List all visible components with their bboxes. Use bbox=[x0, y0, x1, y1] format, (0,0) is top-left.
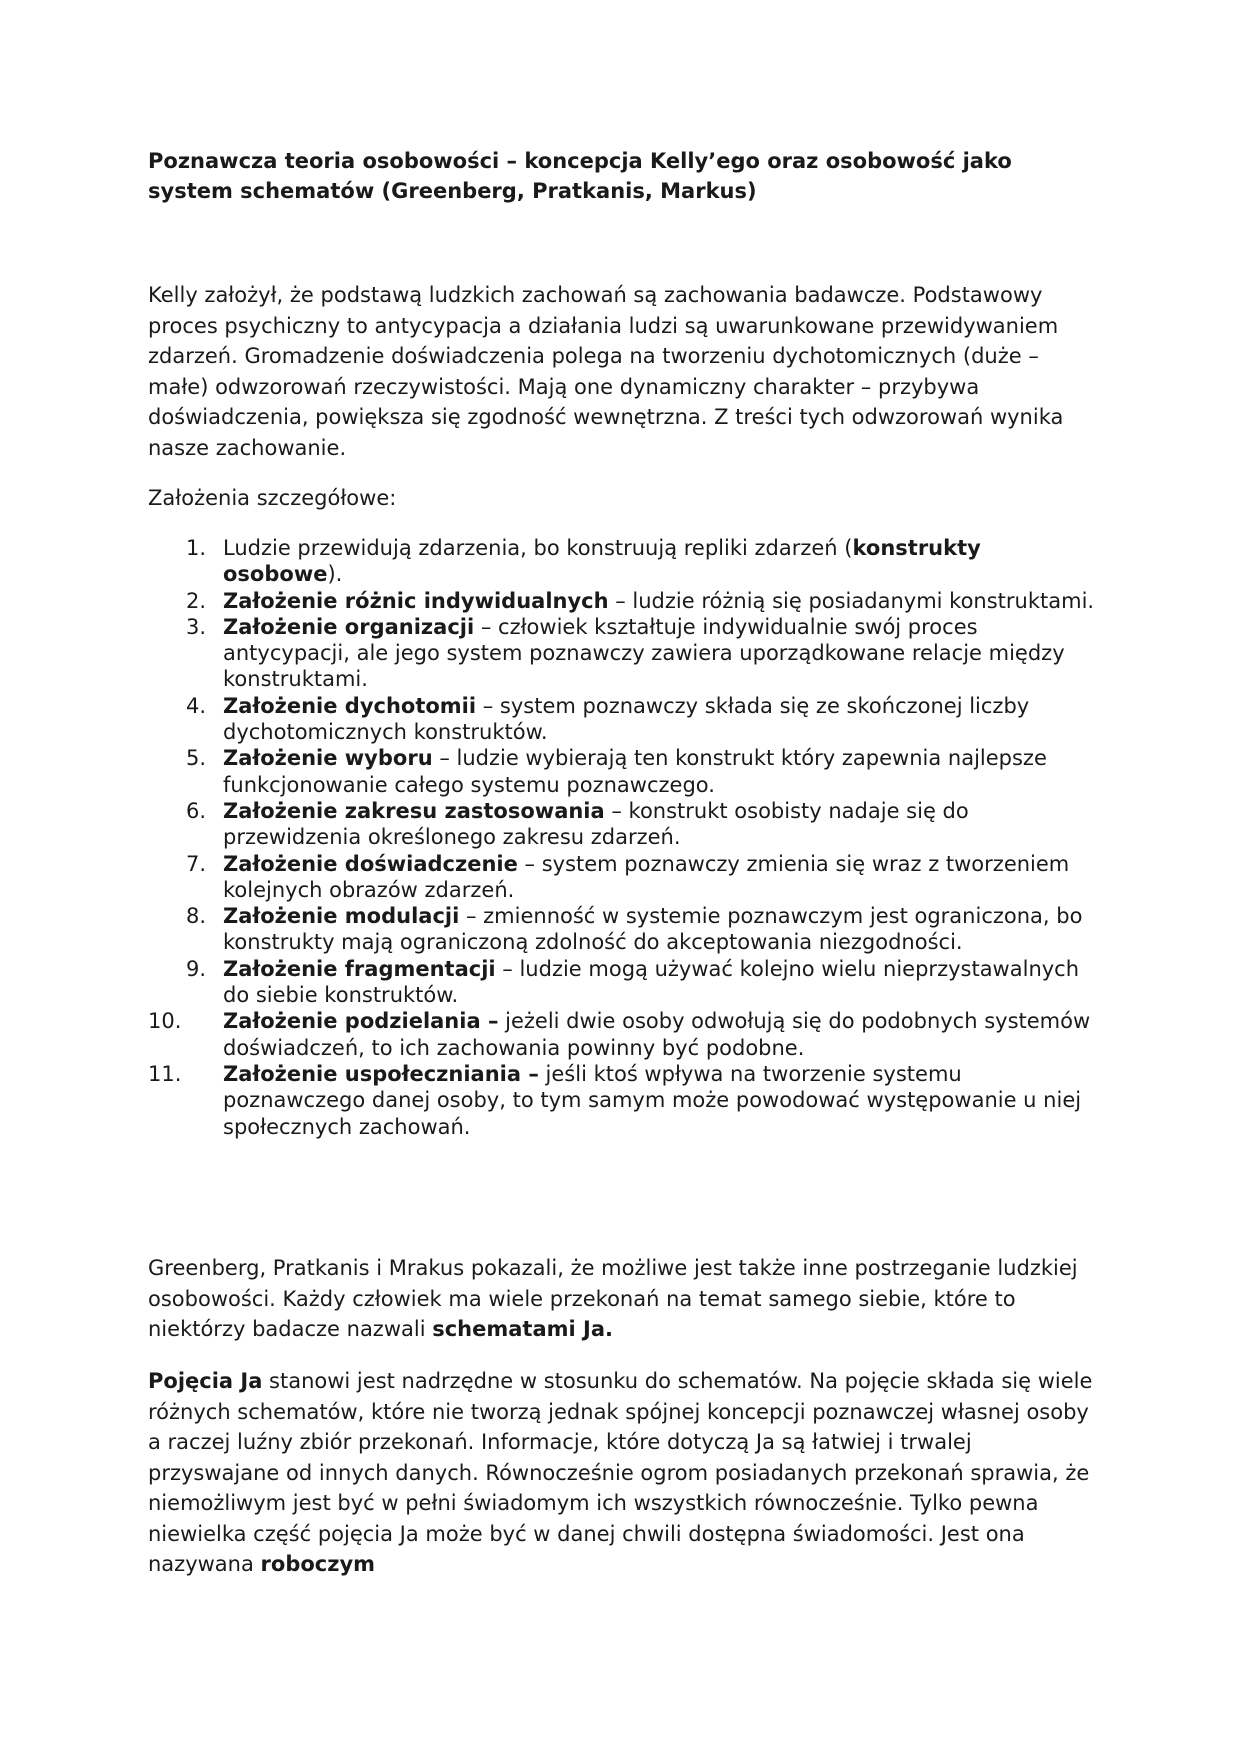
list-item bbox=[148, 614, 1098, 693]
list-item-number: 1. bbox=[185, 536, 206, 560]
list-item-text: Ludzie przewidują zdarzenia, bo konstruują repliki zdarzeń ( bbox=[223, 536, 853, 560]
list-item bbox=[148, 535, 1098, 588]
list-item-term: Założenie doświadczenie bbox=[223, 851, 518, 876]
list-item-number: 10. bbox=[148, 1009, 182, 1034]
list-item-number: 5. bbox=[185, 746, 206, 771]
list-item-number: 3. bbox=[185, 614, 206, 639]
paragraph-term: schematami Ja. bbox=[432, 1317, 613, 1341]
list-item bbox=[148, 693, 1098, 746]
list-item-term: Założenie zakresu zastosowania bbox=[223, 798, 605, 823]
list-item bbox=[148, 745, 1098, 798]
list-item-text: – system poznawczy zmienia się wraz z tworzeniem kolejnych obrazów zdarzeń. bbox=[223, 851, 1070, 902]
list-item-text: – zmienność w systemie poznawczym jest ograniczona, bo konstrukty mają ograniczoną zdolność do akceptowania niezgodności. bbox=[223, 904, 1083, 955]
list-item-term: Założenie modulacji bbox=[223, 904, 460, 929]
paragraph-text: stanowi jest nadrzędne w stosunku do schematów. Na pojęcie składa się wiele różnych schematów, które nie tworzą jednak spójnej koncepcji poznawczej własnej osoby a raczej luźny zbiór przekonań. Informacje, które dotyczą Ja są łatwiej i trwalej przyswajane od innych danych. Równocześnie ogrom posiadanych przekonań sprawia, że niemożliwym jest być w pełni świadomym ich wszystkich równocześnie. Tylko pewna niewielka część pojęcia Ja może być w danej chwili dostępna świadomości. Jest ona nazywana bbox=[148, 1369, 1093, 1576]
paragraph-term: roboczym bbox=[260, 1552, 376, 1576]
list-item-term: Założenie uspołeczniania – bbox=[223, 1061, 539, 1086]
list-item-text: – człowiek kształtuje indywidualnie swój proces antycypacji, ale jego system poznawczy zawiera uporządkowane relacje między konstruktami. bbox=[223, 614, 1065, 692]
list-item-term: konstrukty osobowe bbox=[223, 536, 981, 587]
list-item-text: – ludzie różnią się posiadanymi konstruktami. bbox=[608, 588, 1095, 613]
list-item-term: Założenie podzielania – bbox=[223, 1009, 499, 1034]
list-item bbox=[148, 588, 1098, 614]
list-item-text: – system poznawczy składa się ze skończonej liczby dychotomicznych konstruktów. bbox=[223, 693, 1030, 745]
list-item-term: Założenie dychotomii bbox=[223, 693, 477, 718]
list-item-term: Założenie wyboru bbox=[223, 746, 433, 771]
list-item bbox=[148, 1061, 1098, 1140]
list-item-term: Założenie fragmentacji bbox=[223, 956, 496, 981]
list-item-number: 7. bbox=[185, 851, 206, 876]
list-item bbox=[148, 956, 1098, 1009]
paragraph-term: Pojęcia Ja bbox=[148, 1369, 263, 1393]
document-title: Poznawcza teoria osobowości – koncepcja Kelly’ego oraz osobowość jako system schematów (Greenberg, Pratkanis, Markus) bbox=[148, 149, 1012, 203]
list-item bbox=[148, 1008, 1098, 1061]
list-item-text: – ludzie mogą używać kolejno wielu nieprzystawalnych do siebie konstruktów. bbox=[223, 956, 1080, 1008]
list-item-number: 9. bbox=[185, 956, 206, 981]
list-item bbox=[148, 851, 1098, 904]
list-item-number: 8. bbox=[185, 904, 206, 929]
details-label: Założenia szczegółowe: bbox=[148, 486, 397, 510]
list-item-term: Założenie różnic indywidualnych bbox=[223, 588, 609, 613]
greenberg-paragraph bbox=[148, 1253, 1098, 1345]
paragraph-text: Greenberg, Pratkanis i Mrakus pokazali, że możliwe jest także inne postrzeganie ludzkiej osobowości. Każdy człowiek ma wiele przekonań na temat samego siebie, które to niektórzy badacze nazwali bbox=[148, 1256, 1078, 1341]
list-item-number: 6. bbox=[185, 798, 206, 823]
list-item-text: jeżeli dwie osoby odwołują się do podobnych systemów doświadczeń, to ich zachowania powinny być podobne. bbox=[223, 1009, 1091, 1060]
list-item bbox=[148, 903, 1098, 956]
assumptions-list bbox=[148, 535, 1098, 1140]
list-item-term: Założenie organizacji bbox=[223, 614, 475, 639]
list-item-text: – ludzie wybierają ten konstrukt który zapewnia najlepsze funkcjonowanie całego systemu poznawczego. bbox=[223, 746, 1047, 797]
list-item-text: – konstrukt osobisty nadaje się do przewidzenia określonego zakresu zdarzeń. bbox=[223, 798, 969, 850]
list-item-text: jeśli ktoś wpływa na tworzenie systemu poznawczego danej osoby, to tym samym może powodować występowanie u niej społecznych zachowań. bbox=[223, 1061, 1082, 1139]
list-item-number: 2. bbox=[185, 588, 206, 613]
intro-paragraph: Kelly założył, że podstawą ludzkich zachowań są zachowania badawcze. Podstawowy proces psychiczny to antycypacja a działania ludzi są uwarunkowane przewidywaniem zdarzeń. Gromadzenie doświadczenia polega na tworzeniu dychotomicznych (duże – małe) odwzorowań rzeczywistości. Mają one dynamiczny charakter – przybywa doświadczenia, powiększa się zgodność wewnętrzna. Z treści tych odwzorowań wynika nasze zachowanie. bbox=[148, 283, 1064, 460]
list-item bbox=[148, 798, 1098, 851]
list-item-number: 11. bbox=[148, 1061, 182, 1086]
list-item-text: ). bbox=[327, 562, 343, 587]
self-concept-paragraph bbox=[148, 1366, 1098, 1580]
list-item-number: 4. bbox=[185, 693, 206, 718]
